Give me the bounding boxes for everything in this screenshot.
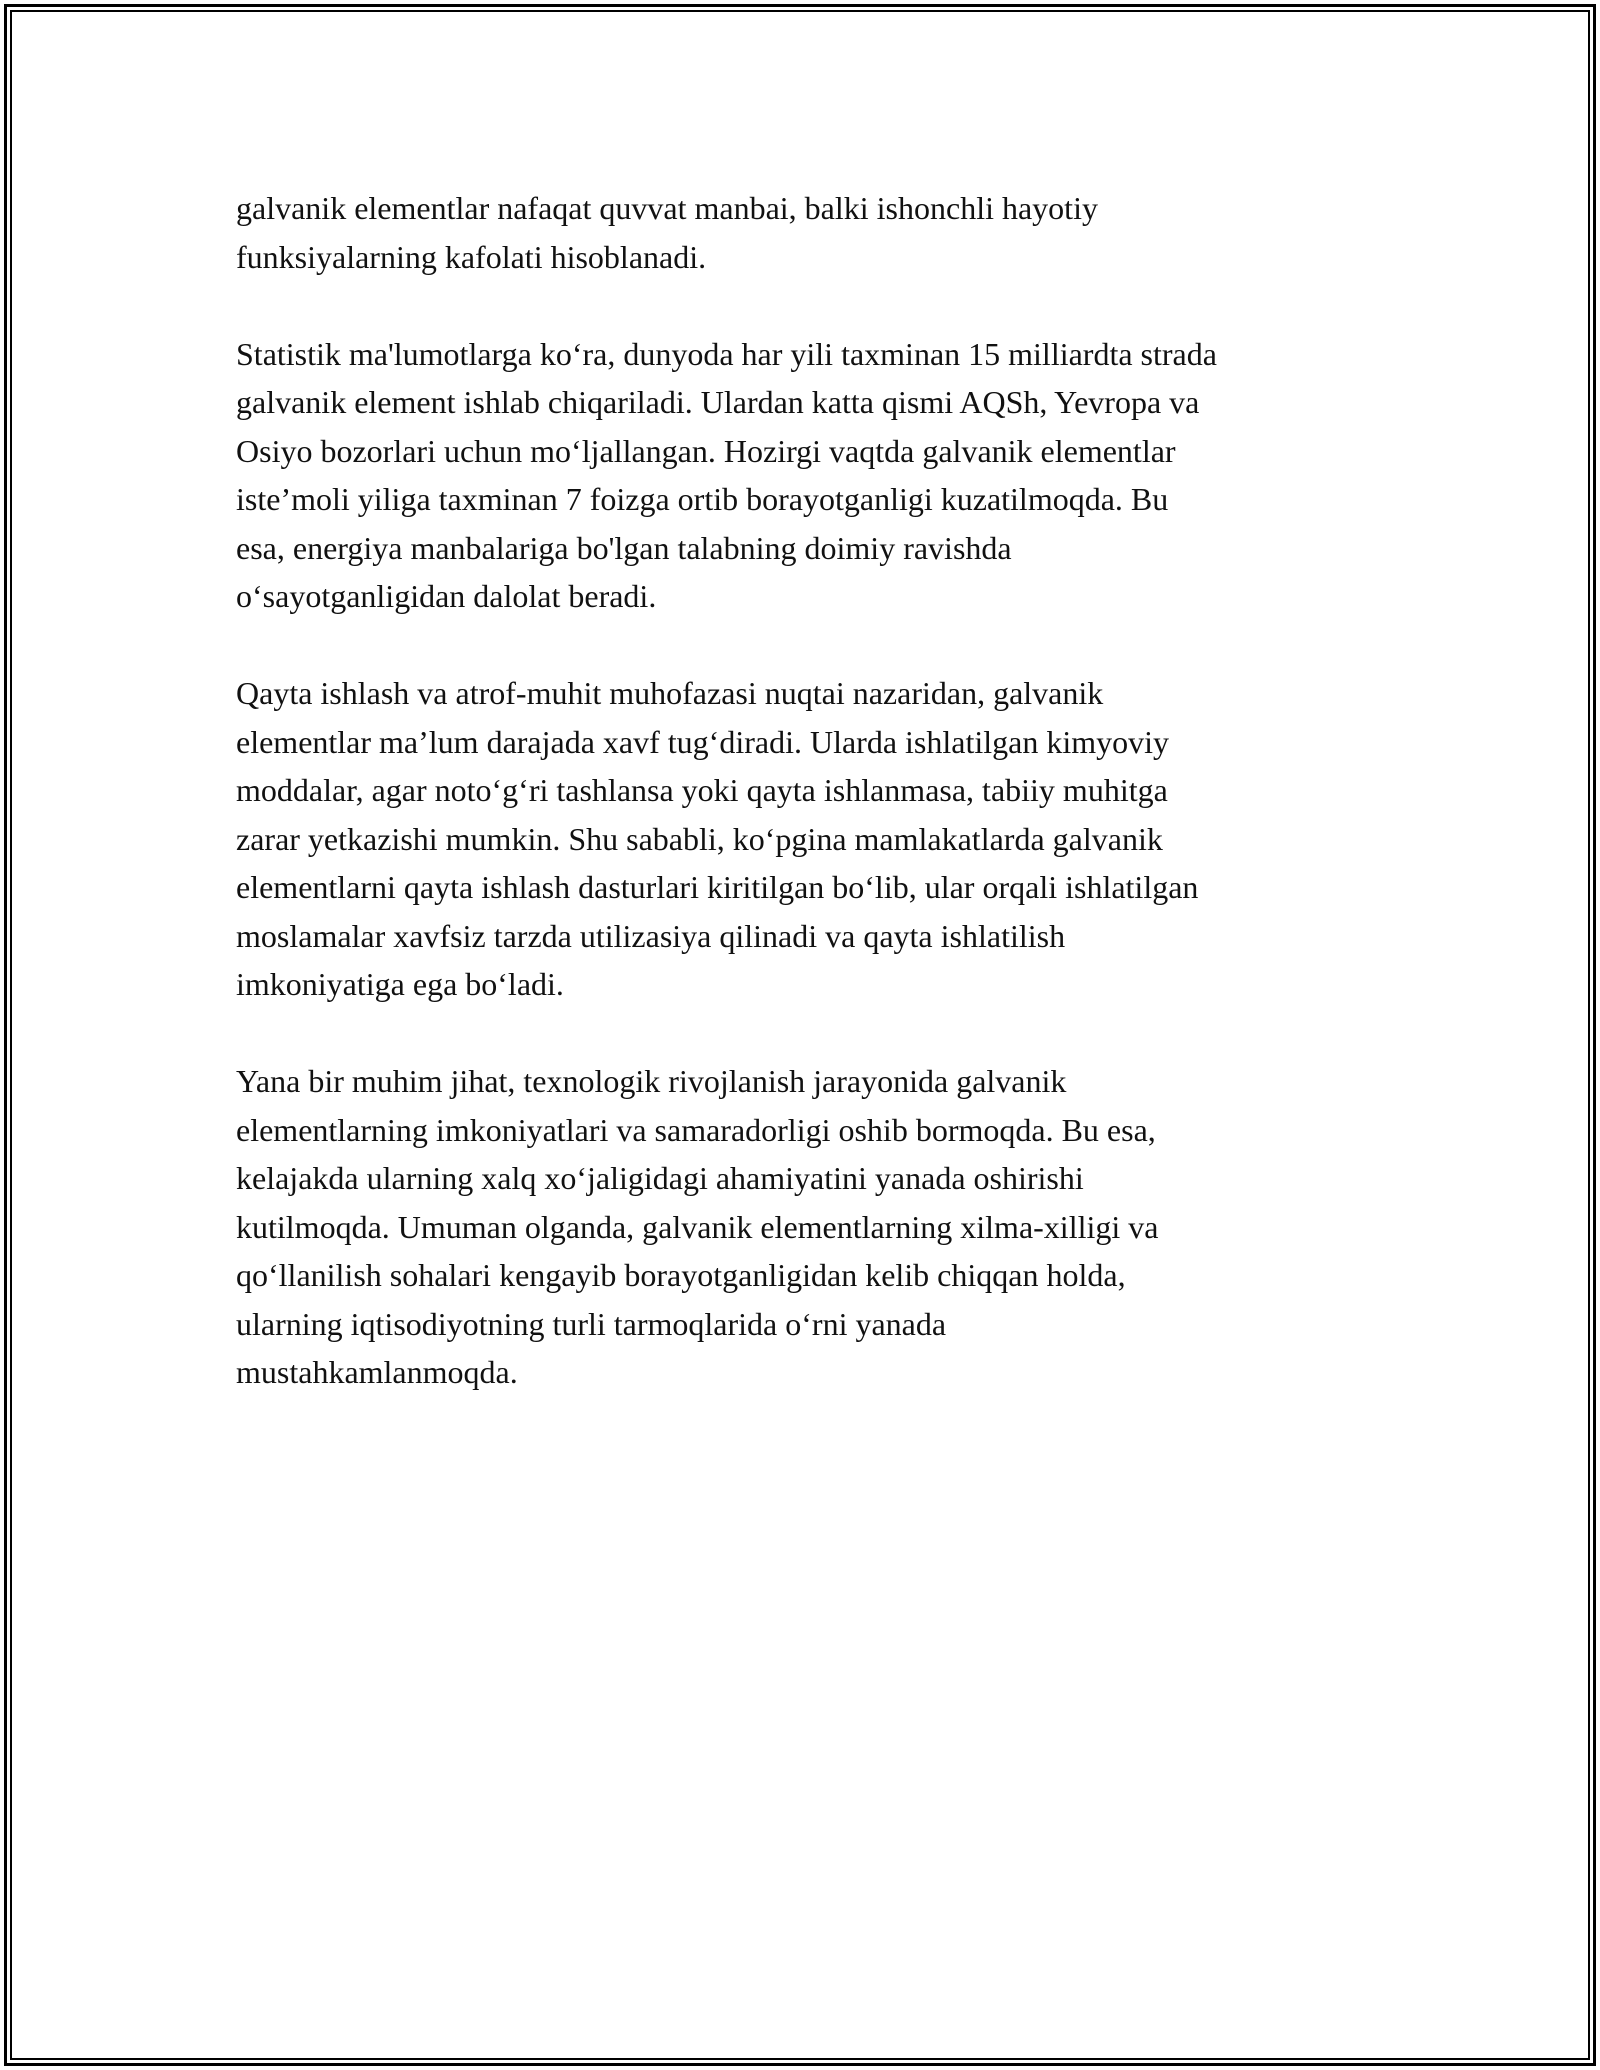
text-line: galvanik element ishlab chiqariladi. Ulardan katta qismi AQSh, Yevropa va: [236, 384, 1200, 420]
text-line: Statistik ma'lumotlarga ko‘ra, dunyoda har yili taxminan 15 milliardta strada: [236, 335, 1217, 372]
text-line: iste’moli yiliga taxminan 7 foizga ortib borayotganligi kuzatilmoqda. Bu: [236, 481, 1169, 517]
text-line: mustahkamlanmoqda.: [236, 1354, 518, 1390]
text-line: o‘sayotganligidan dalolat beradi.: [236, 578, 657, 614]
text-line: galvanik elementlar nafaqat quvvat manbai, balki ishonchli hayotiy: [236, 190, 1098, 226]
text-line: imkoniyatiga ega bo‘ladi.: [236, 966, 564, 1002]
text-line: qo‘llanilish sohalari kengayib borayotganligidan kelib chiqqan holda,: [236, 1257, 1126, 1293]
text-line: Yana bir muhim jihat, texnologik rivojlanish jarayonida galvanik: [236, 1063, 1067, 1099]
text-line: moslamalar xavfsiz tarzda utilizasiya qilinadi va qayta ishlatilish: [236, 917, 1066, 954]
text-line: moddalar, agar noto‘g‘ri tashlansa yoki qayta ishlanmasa, tabiiy muhitga: [236, 772, 1168, 808]
text-line: Qayta ishlash va atrof-muhit muhofazasi nuqtai nazaridan, galvanik: [236, 675, 1104, 711]
paragraph-3: [236, 669, 1366, 1009]
paragraph-1: [236, 184, 1366, 281]
text-line: elementlarni qayta ishlash dasturlari kiritilgan bo‘lib, ular orqali ishlatilgan: [236, 869, 1199, 905]
text-line: elementlar ma’lum darajada xavf tug‘diradi. Ularda ishlatilgan kimyoviy: [236, 723, 1170, 760]
text-line: kutilmoqda. Umuman olganda, galvanik elementlarning xilma-xilligi va: [236, 1208, 1159, 1245]
paragraph-2: [236, 330, 1366, 621]
text-line: kelajakda ularning xalq xo‘jaligidagi ahamiyatini yanada oshirishi: [236, 1160, 1084, 1196]
text-line: zarar yetkazishi mumkin. Shu sababli, ko‘pgina mamlakatlarda galvanik: [236, 820, 1163, 857]
text-line: Osiyo bozorlari uchun mo‘ljallangan. Hozirgi vaqtda galvanik elementlar: [236, 432, 1176, 469]
document-body: [236, 184, 1366, 1445]
paragraph-4: [236, 1057, 1366, 1397]
text-line: elementlarning imkoniyatlari va samaradorligi oshib bormoqda. Bu esa,: [236, 1111, 1156, 1148]
text-line: funksiyalarning kafolati hisoblanadi.: [236, 238, 707, 275]
text-line: ularning iqtisodiyotning turli tarmoqlarida o‘rni yanada: [236, 1305, 947, 1342]
text-line: esa, energiya manbalariga bo'lgan talabning doimiy ravishda: [236, 529, 1012, 566]
